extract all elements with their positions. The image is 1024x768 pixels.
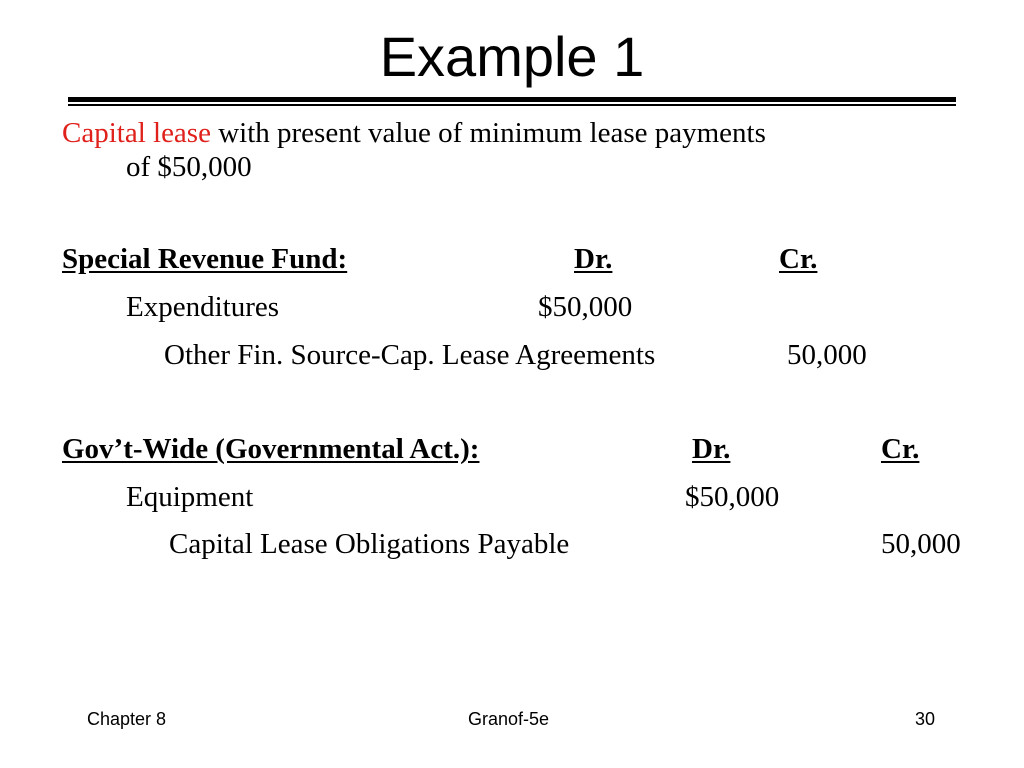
entry-2-heading: Gov’t-Wide (Governmental Act.):	[62, 433, 480, 465]
intro-line-2: of $50,000	[126, 151, 252, 183]
entry-1-debit-amount: $50,000	[538, 291, 633, 323]
entry-2-debit-account: Equipment	[126, 481, 254, 513]
entry-2-credit-amount: 50,000	[881, 528, 961, 560]
slide-title: Example 1	[379, 25, 645, 88]
entry-1-heading: Special Revenue Fund:	[62, 243, 348, 275]
entry-1-debit-account: Expenditures	[126, 291, 280, 323]
intro-line-1	[62, 116, 766, 150]
entry-1-credit-account: Other Fin. Source-Cap. Lease Agreements	[164, 339, 656, 371]
entry-1-dr-label: Dr.	[574, 243, 613, 275]
footer-page-number: 30	[915, 709, 936, 729]
entry-2-debit-amount: $50,000	[685, 481, 780, 513]
intro-text-line-1: with present value of minimum lease payments	[210, 117, 766, 149]
entry-1-cr-label: Cr.	[779, 243, 818, 275]
footer-chapter: Chapter 8	[87, 709, 167, 729]
footer-book: Granof-5e	[468, 709, 550, 729]
entry-2-cr-label: Cr.	[881, 433, 920, 465]
entry-1-credit-amount: 50,000	[787, 339, 867, 371]
title-divider-thick	[68, 97, 956, 102]
intro-highlight: Capital lease	[62, 117, 211, 149]
entry-2-credit-account: Capital Lease Obligations Payable	[169, 528, 570, 560]
entry-2-dr-label: Dr.	[692, 433, 731, 465]
title-divider-thin	[68, 104, 956, 106]
